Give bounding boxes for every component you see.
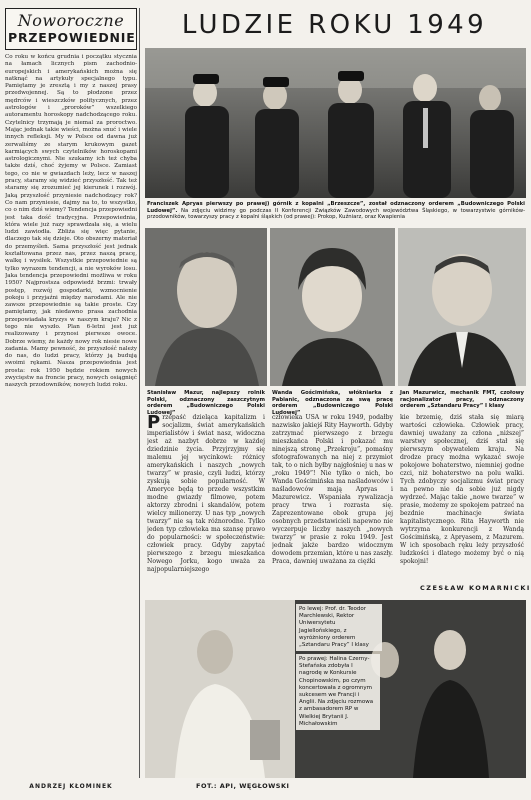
group-photo-image [145,48,526,198]
bottom-left-caption: Po lewej: Prof. dr. Teodor Marchlewski, Rektor Uniwersytetu Jagiellońskiego, z wyróżniony orderem „Sztandaru Pracy” I klasy [296,604,382,651]
portrait-goscinska [270,228,395,386]
main-area [143,8,526,44]
portrait-mazur-image [145,228,267,386]
article-column-3: kie brzemię, dziś stała się miarą wartości człowieka. Człowiek pracy, dawniej uważany za człona „niższej” warstwy społecznej, dziś stał się pierwszym obywatelem kraju. Na drodze pracy można wykazać swoje pokojowe bohaterstwo, niemniej godne czci, niż bohaterstwo na polu walki. Tych zdobyczy socjalizmu świat pracy na pewno nie da sobie już nigdy wydrzeć. Mając takie „nowe twarze” w prasie, możemy ze spokojem patrzeć na bezdnie machinacje świata kapitalistycznego. Rita Hayworth nie wytrzyma konkurencji z Wandą Gościmińską, z Apryasem, z Mazurem. W ich sposobach ręku leży przyszłość ludzkości i dlatego możemy być o nią spokojni! [400,414,524,565]
portrait-mazurwicz-caption: Jan Mazurwicz, mechanik FMT, czołowy racjonalizator pracy, odznaczony orderem „Sztandaru Pracy” I klasy [400,390,524,410]
article-dropcap: P [147,414,161,433]
portrait-mazur-caption: Stanisław Mazur, najlepszy rolnik Polski, odznaczony zaszczytnym orderem „Budowniczego Polski Ludowej” [147,390,265,416]
column-divider [139,8,140,778]
headline: LUDZIE ROKU 1949 [181,10,488,40]
bottom-right-caption: Po prawej: Halina Czerny-Stefańska zdobyła I nagrodę w Konkursie Chopinowskim, po czym koncertowała z ogromnym sukcesem we Francji i Anglii. Na zdjęciu rozmowa z ambasadorem RP w Wielkiej Brytanii J. Michałowskim [296,654,380,730]
article-column-1 [147,414,265,592]
sidebar-column [5,8,137,778]
article-col1-text: rzepaść dzieląca kapitalizm i socjalizm, świat amerykańskich imperialistów i świat nasz, widoczna jest aż nazbyt dobrze w każdej dziedzinie życia. Przyjrzyjmy się malemu jej wycinkowi: różnicy amerykańskich i naszych „nowych twarzy” w prasie, czyli ludzi, którzy zyskują sobie popularność. W Ameryce będą to przede wszystkim modne gwiazdy filmowe, potem aktorzy zbrodni i skandalów, potem wielcy milionerzy. U nas typ „nowych twarzy” nie są tak różnorodne. Tylko jeden typ człowieka ma szansę prawo do popularności: w społeczeństwie: człowiek pracy. Gdyby zapytać pierwszego z brzegu mieszkańca Nowego Jorku, kogo uważa za najpopularniejszego [147,414,265,573]
article-column-2: człowieka USA w roku 1949, podałby nazwisko jakiejś Rity Hayworth. Gdyby zatrzymać pierwszego z brzegu mieszkańca Polski i pokazać mu ninejszą stronę „Przekroju”, pomaśny sfotografowanych na niej z przymiot tak, to o nich byłby najgłośniej u nas w „roku 1949”! Nie tylko o nich, bo Wanda Gościmińska ma naśladowców i naśladowców mają Apryas i Mazurewicz. Wspaniała rywalizacja pracy trwa i rozrasta się. Zaprezentowane obok grupa jej osobnych przedstawicieli napewno nie wyczerpuje liczby naszych „nowych twarzy” w prasie z roku 1949. Jest jednak jakże bardzo widocznym dowodem przemian, które u nas zaszły. Praca, dawniej uważana za ciężki [272,414,393,565]
portrait-mazur [145,228,267,386]
sidebar-title-bold: PRZEPOWIEDNIE [8,30,136,45]
sidebar-title-script: Noworoczne [17,11,125,30]
group-photo-caption-rest: Na zdjęciu widzimy go podczas II Konferencji Związków Zawodowych województwa Śląskiego, w towarzystwie górników-przodowników, towarzyszy pracy z kopalni śląskich (od prawej): Prokop, Kuźniarz, oraz Kwapienia [147,207,526,221]
sidebar-title-box [5,8,137,50]
group-photo-caption [147,201,525,221]
sidebar-signature: ANDRZEJ KŁOMINEK [29,783,113,790]
portrait-goscinska-image [270,228,395,386]
photo-credit: FOT.: API, WĘGŁOWSKI [196,782,290,790]
sidebar-article-text: Co roku w końcu grudnia i początku stycznia na łamach licznych pism zachodnio-europejskich i amerykańskich można się natknąć na artykuły specjalnego typu. Pamiętamy je zresztą i my z naszej prasy przedwojennej. Są to płodzone przez mędrców i wieszczków politycznych, przez astrologów i „proroków” wszelkiego autoramentu horoskopy nadchodzącego roku. Czytelnicy trzymają je niemal za proroctwo. Mając jednak takie wieści, można snuć i wiele innych refleksji. My w Polsce od dawna już zerwaliśmy ze starym krukowym gazet karmiących swych czytelników horoskopami astrologicznymi. Nie szukamy ich też chyba także dziś, choć żyjemy w Polsce. Zamiast tego, co nie w gwiazdach leży, lecz w naszej pracy, staramy się widzieć przyszłość. Tak też staramy się zrozumieć jej kierunek i rozwój. Jaką przyszłość przyniesie nadchodzący rok? Co nam przyniesie, dajmy na to, to wszystko, co o nim dziś wiemy? Tendencja przepowiedni jest taka dość tradycyjna. Przepowiednia, która wiele już razy sprawdzała się, a wielu ludzi zawiodła. Zbliża się więc pytanie, dlaczego tak się dzieje. Oto obszerny materiał do przemyśleń. Sama przyszłość jest jednak kształtowana przez nas, przez naszą pracę, walkę i wysiłek. Wszystkie przepowiednie są tylko wyrazem tendencji, a nie wyroków losu. Jaka tendencja przepowiedni możliwa w roku 1950? Najprostsza odpowiedź brzmi: trwały postęp, rozwój gospodarki, wzmocnienie pokoju i przyjaźni między narodami. Ale nie zawsze przepowiednie są takie proste. Czy pamiętamy, jak niedawno prasa zachodnia przepowiadała kryzys w naszym kraju? Nic z tego nie wyszło. Plan 6-letni jest już realizowany i przynosi pierwsze owoce. Dobrze wiemy, że każdy nowy rok niesie nowe zadania. Mamy pewność, że przyszłość należy do nas, do ludzi pracy, którzy ją budują swoimi rękami. Nasza przepowiednia jest prosta: rok 1950 będzie rokiem nowych zwycięstw na froncie pracy, nowych osiągnięć naszych przodowników, nowych ludzi roku. [5,54,137,389]
article-signature: CZESŁAW KOMARNICKI [420,584,531,592]
portrait-goscinska-caption: Wanda Gościmińska, włókniarka z Pabianic, odznaczona za swą pracę orderem „Budowniczego Polski Ludowej” [272,390,393,416]
portrait-mazurwicz [398,228,526,386]
group-photo-caption-lead: Franciszek Apryas pierwszy po prawej) górnik z kopalni „Brzeszcze”, został odznaczony orderem „Budowniczego Polski Ludowej”. [147,201,525,214]
group-photo [145,48,526,198]
portrait-mazurwicz-image [398,228,526,386]
